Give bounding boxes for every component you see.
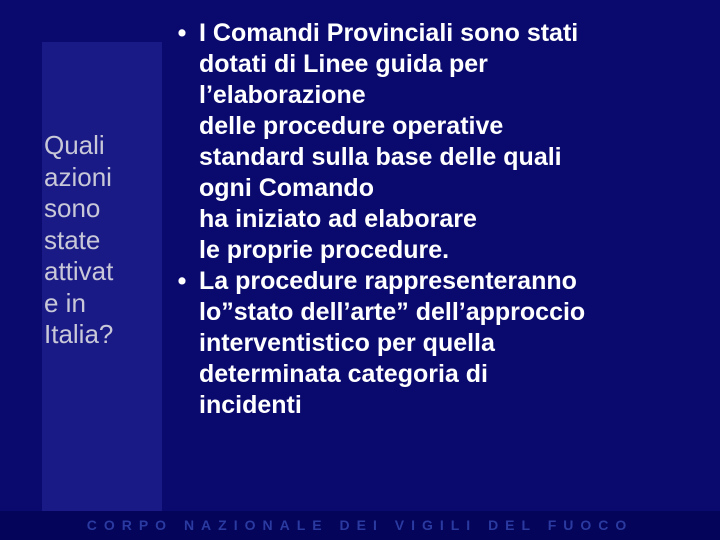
bullet-text: I Comandi Provinciali sono stati dotati di Linee guida per l’elaborazione delle procedure operative standard sulla base delle quali ogni Comando ha iniziato ad elaborare le proprie procedure. bbox=[199, 19, 579, 264]
bullet-marker: • bbox=[177, 267, 187, 295]
footer-banner: CORPO NAZIONALE DEI VIGILI DEL FUOCO bbox=[0, 511, 720, 540]
bullet-item bbox=[165, 266, 717, 421]
question-text: Quali azioni sono state attivat e in Italia? bbox=[44, 130, 114, 349]
bullet-list bbox=[165, 18, 717, 421]
bullet-item bbox=[165, 18, 717, 266]
bullet-text: La procedure rappresenteranno lo”stato dell’arte” dell’approccio interventistico per quella determinata categoria di incidenti bbox=[199, 267, 586, 419]
bullet-marker: • bbox=[177, 19, 187, 47]
